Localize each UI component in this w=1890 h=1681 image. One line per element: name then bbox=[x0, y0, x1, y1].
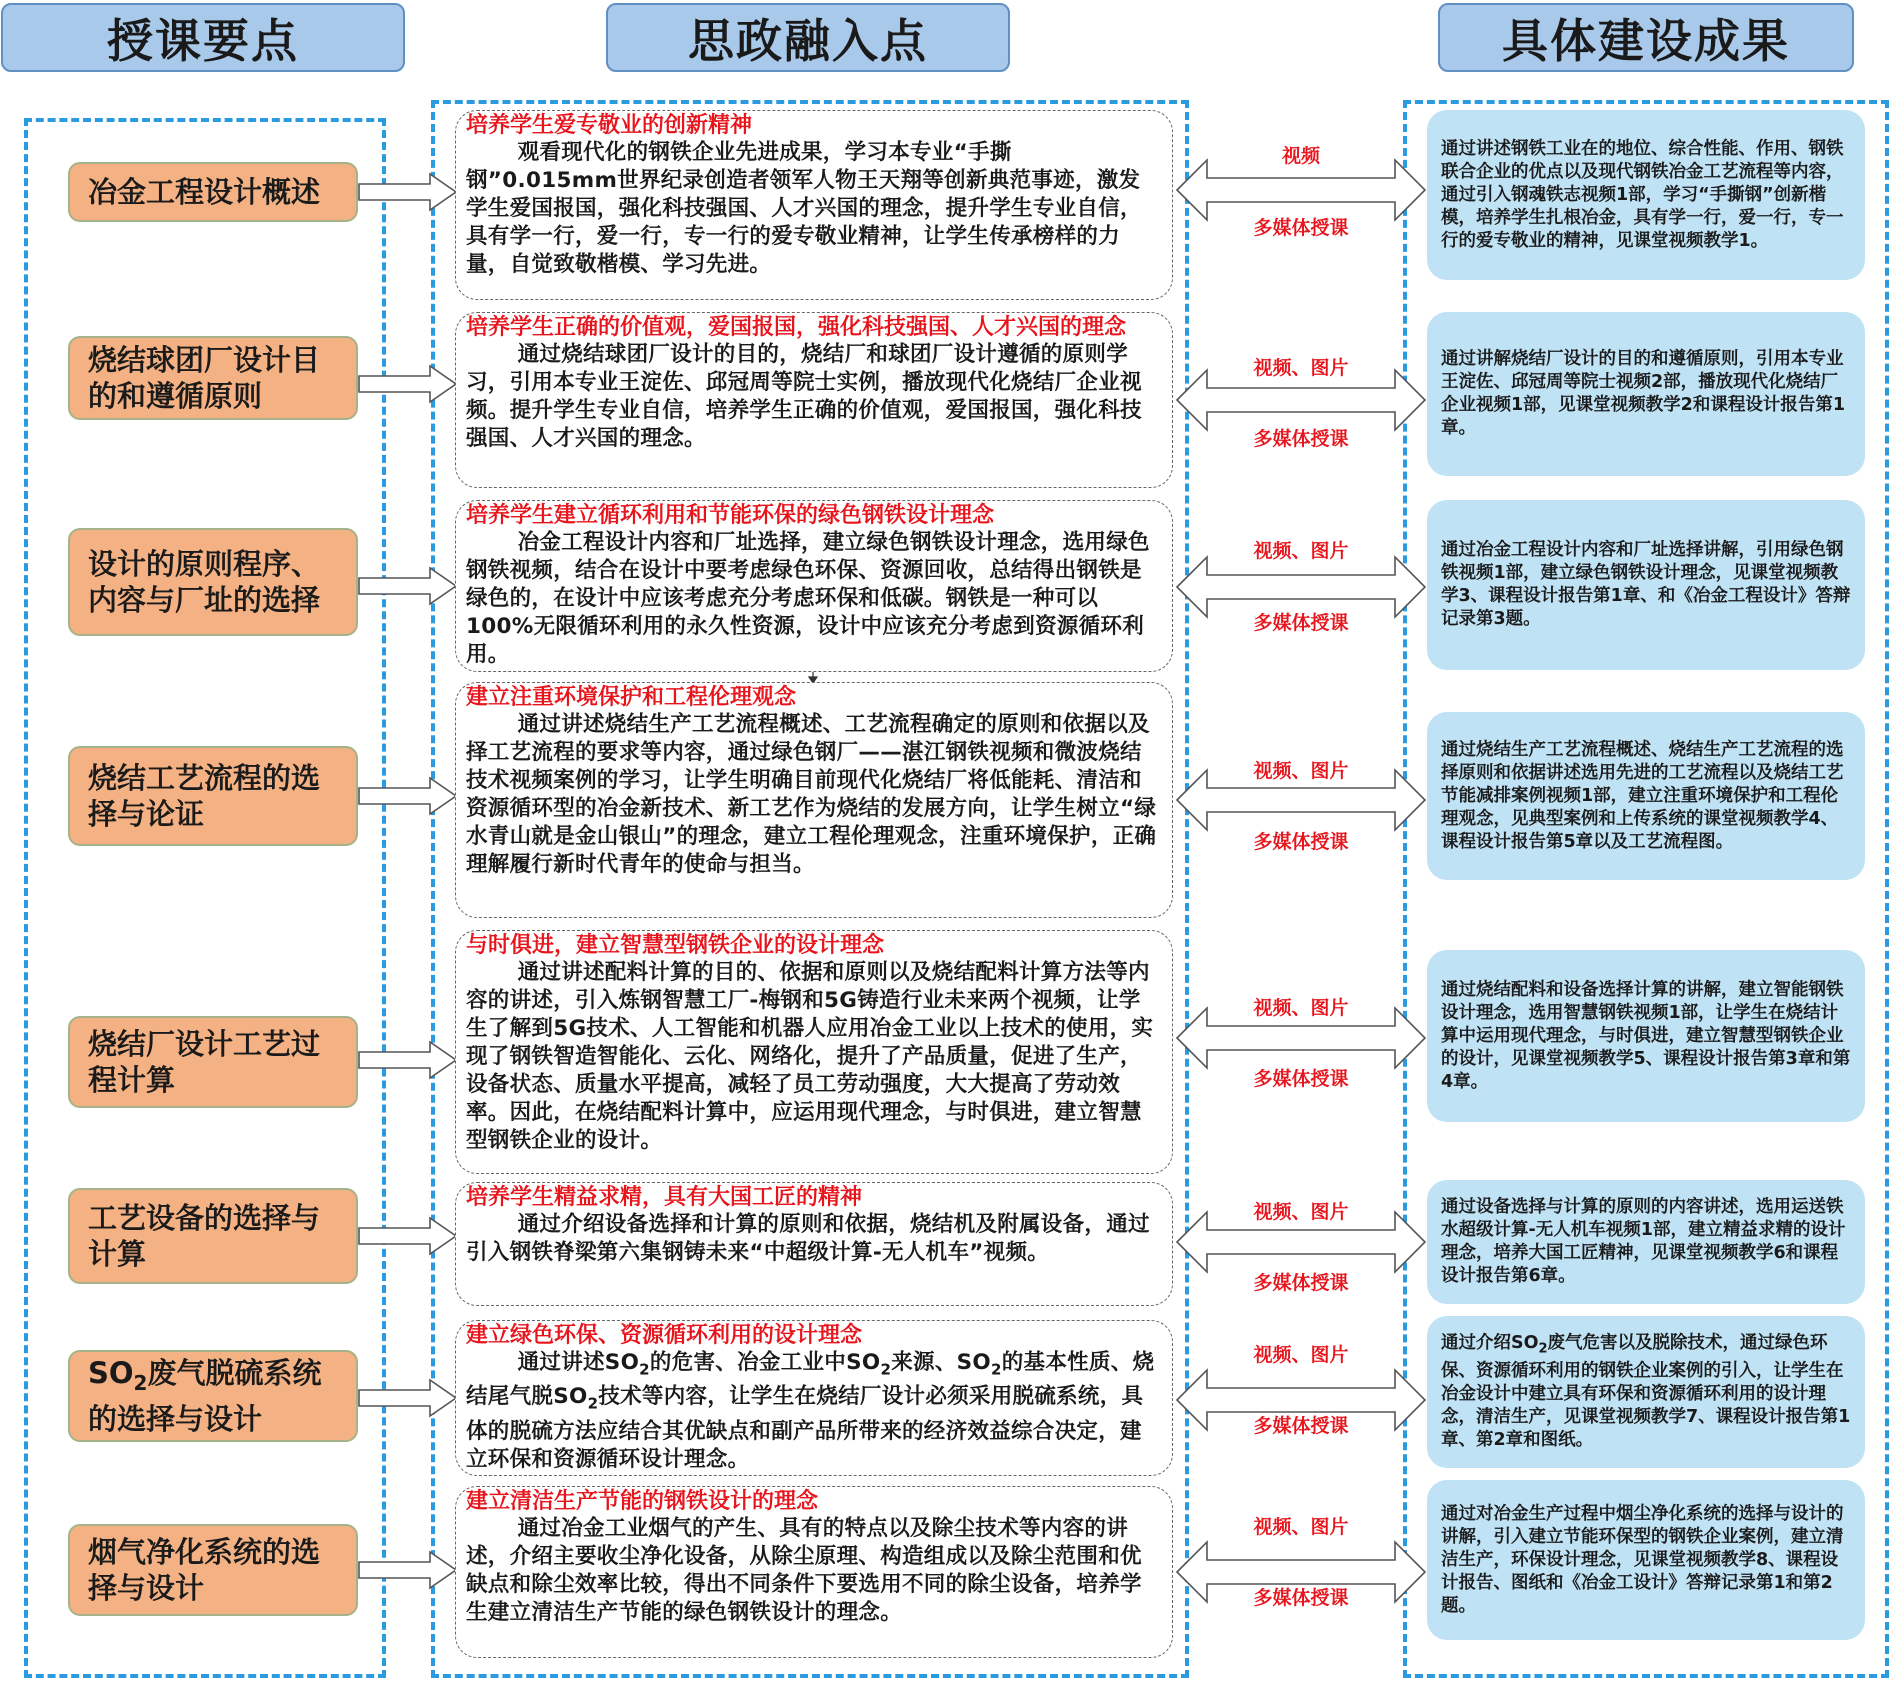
result-text: 通过冶金工程设计内容和厂址选择讲解，引用绿色钢铁视频1部，建立绿色钢铁设计理念，见课堂视频教学3、课程设计报告第1章、和《冶金工程设计》答辩记录第3题。 bbox=[1441, 540, 1851, 629]
topic-box bbox=[68, 1016, 358, 1108]
point-title: 培养学生正确的价值观，爱国报国，强化科技强国、人才兴国的理念 bbox=[466, 315, 1127, 340]
method-label-top: 视频、图片 bbox=[1253, 760, 1349, 782]
point-body: 冶金工程设计内容和厂址选择，建立绿色钢铁设计理念，选用绿色钢铁视频，结合在设计中要考虑绿色环保、资源回收，总结得出钢铁是绿色的，在设计中应该考虑充分考虑环保和低碳。钢铁是一种可以100%无限循环利用的永久性资源，设计中应该充分考虑到资源循环利用。 bbox=[466, 530, 1150, 667]
result-box bbox=[1427, 500, 1865, 670]
method-label-top: 视频、图片 bbox=[1253, 1516, 1349, 1538]
result-text: 通过讲述钢铁工业在的地位、综合性能、作用、钢铁联合企业的优点以及现代钢铁冶金工艺流程等内容，通过引入钢魂铁志视频1部，学习“手撕钢”创新楷模，培养学生扎根冶金，具有学一行，爱一行，专一行的爱专敬业的精神，见课堂视频教学1。 bbox=[1441, 138, 1844, 251]
point-title: 建立注重环境保护和工程伦理观念 bbox=[466, 685, 797, 710]
method-label-top: 视频 bbox=[1281, 145, 1320, 167]
method-label-top: 视频、图片 bbox=[1253, 1201, 1349, 1223]
topic-box bbox=[68, 746, 358, 846]
point-body: 通过讲述配料计算的目的、依据和原则以及烧结配料计算方法等内容的讲述，引入炼钢智慧工厂-梅钢和5G铸造行业未来两个视频，让学生了解到5G技术、人工智能和机器人应用冶金工业以上技术的使用，实现了钢铁智造智能化、云化、网络化，提升了产品质量，促进了生产，设备状态、质量水平提高，减轻了员工劳动强度，大大提高了劳动效率。因此，在烧结配料计算中，应运用现代理念，与时俱进，建立智慧型钢铁企业的设计。 bbox=[466, 960, 1154, 1153]
point-body: 观看现代化的钢铁企业先进成果，学习本专业“手撕钢”0.015mm世界纪录创造者领军人物王天翔等创新典范事迹，激发学生爱国报国，强化科技强国、人才兴国的理念，提升学生专业自信，具有学一行，爱一行，专一行的爱专敬业精神，让学生传承榜样的力量，自觉致敬楷模、学习先进。 bbox=[466, 140, 1142, 277]
method-label-top: 视频、图片 bbox=[1253, 1344, 1349, 1366]
topic-text: 冶金工程设计概述 bbox=[88, 175, 321, 209]
point-body: 通过介绍设备选择和计算的原则和依据，烧结机及附属设备，通过引入钢铁脊梁第六集钢铸未来“中超级计算-无人机车”视频。 bbox=[466, 1212, 1150, 1265]
ideological-point-box bbox=[455, 500, 1173, 672]
header-teaching-points: 授课要点 bbox=[1, 3, 405, 72]
method-label-bottom: 多媒体授课 bbox=[1253, 428, 1349, 450]
topic-text: $SO_2$废气脱硫系统的选择与设计 bbox=[88, 1356, 322, 1436]
method-label-top: 视频、图片 bbox=[1253, 357, 1349, 379]
ideological-point-box bbox=[455, 312, 1173, 488]
topic-text: 烧结厂设计工艺过程计算 bbox=[88, 1027, 321, 1097]
method-label-bottom: 多媒体授课 bbox=[1253, 1272, 1349, 1294]
result-text: 通过对冶金生产过程中烟尘净化系统的选择与设计的讲解，引入建立节能环保型的钢铁企业案例，建立清洁生产，环保设计理念，见课堂视频教学8、课程设计报告、图纸和《冶金工设计》答辩记录第1和第2题。 bbox=[1441, 1503, 1844, 1616]
header-ideological-points: 思政融入点 bbox=[606, 3, 1010, 72]
result-box bbox=[1427, 1480, 1865, 1640]
result-text: 通过设备选择与计算的原则的内容讲述，选用运送铁水超级计算-无人机车视频1部，建立精益求精的设计理念，培养大国工匠精神，见课堂视频教学6和课程设计报告第6章。 bbox=[1441, 1197, 1846, 1286]
topic-box bbox=[68, 528, 358, 636]
arrow-right-icon bbox=[358, 364, 458, 404]
topic-box bbox=[68, 1350, 358, 1442]
point-title: 建立绿色环保、资源循环利用的设计理念 bbox=[466, 1323, 863, 1348]
header-construction-results: 具体建设成果 bbox=[1438, 3, 1854, 72]
result-text: 通过讲解烧结厂设计的目的和遵循原则，引用本专业王淀佐、邱冠周等院士视频2部，播放现代化烧结厂企业视频1部，见课堂视频教学2和课程设计报告第1章。 bbox=[1441, 349, 1846, 438]
result-box bbox=[1427, 712, 1865, 880]
topic-box bbox=[68, 1188, 358, 1284]
ideological-point-box bbox=[455, 1182, 1173, 1306]
point-title: 培养学生建立循环利用和节能环保的绿色钢铁设计理念 bbox=[466, 503, 995, 528]
point-title: 建立清洁生产节能的钢铁设计的理念 bbox=[466, 1489, 819, 1514]
point-body: 通过烧结球团厂设计的目的，烧结厂和球团厂设计遵循的原则学习，引用本专业王淀佐、邱冠周等院士实例，播放现代化烧结厂企业视频。提升学生专业自信，培养学生正确的价值观，爱国报国，强化科技强国、人才兴国的理念。 bbox=[466, 342, 1142, 451]
point-title: 与时俱进，建立智慧型钢铁企业的设计理念 bbox=[466, 933, 885, 958]
arrow-right-icon bbox=[358, 776, 458, 816]
topic-text: 烟气净化系统的选择与设计 bbox=[88, 1535, 321, 1605]
arrow-right-icon bbox=[358, 1550, 458, 1590]
result-text: 通过烧结配料和设备选择计算的讲解，建立智能钢铁设计理念，选用智慧钢铁视频1部，让学生在烧结计算中运用现代理念，与时俱进，建立智慧型钢铁企业的设计，见课堂视频教学5、课程设计报告第3章和第4章。 bbox=[1441, 979, 1851, 1092]
topic-box bbox=[68, 162, 358, 222]
point-title: 培养学生爱专敬业的创新精神 bbox=[466, 113, 753, 138]
method-label-bottom: 多媒体授课 bbox=[1253, 612, 1349, 634]
topic-text: 烧结工艺流程的选择与论证 bbox=[88, 761, 321, 831]
topic-text: 烧结球团厂设计目的和遵循原则 bbox=[88, 343, 321, 413]
result-box bbox=[1427, 312, 1865, 476]
arrow-right-icon bbox=[358, 1216, 458, 1256]
ideological-point-box bbox=[455, 1486, 1173, 1658]
method-label-top: 视频、图片 bbox=[1253, 540, 1349, 562]
topic-box bbox=[68, 1524, 358, 1616]
topic-text: 设计的原则程序、内容与厂址的选择 bbox=[88, 547, 321, 617]
point-body: 通过讲述$SO_2$的危害、冶金工业中$SO_2$来源、$SO_2$的基本性质、烧结尾气脱$SO_2$技术等内容，让学生在烧结厂设计必须采用脱硫系统，具体的脱硫方法应结合其优缺点和副产品所带来的经济效益综合决定，建立环保和资源循环设计理念。 bbox=[466, 1350, 1155, 1472]
method-label-bottom: 多媒体授课 bbox=[1253, 1587, 1349, 1609]
arrow-right-icon bbox=[358, 566, 458, 606]
result-box bbox=[1427, 1180, 1865, 1304]
ideological-point-box bbox=[455, 110, 1173, 300]
ideological-point-box bbox=[455, 682, 1173, 918]
arrow-right-icon bbox=[358, 1378, 458, 1418]
result-text: 通过介绍$SO_2$废气危害以及脱除技术，通过绿色环保、资源循环利用的钢铁企业案例的引入，让学生在冶金设计中建立具有环保和资源循环利用的设计理念，清洁生产，见课堂视频教学7、课程设计报告第1章、第2章和图纸。 bbox=[1441, 1332, 1851, 1451]
method-label-bottom: 多媒体授课 bbox=[1253, 217, 1349, 239]
result-box bbox=[1427, 110, 1865, 280]
point-body: 通过讲述烧结生产工艺流程概述、工艺流程确定的原则和依据以及择工艺流程的要求等内容，通过绿色钢厂——湛江钢铁视频和微波烧结技术视频案例的学习，让学生明确目前现代化烧结厂将低能耗、清洁和资源循环型的冶金新技术、新工艺作为烧结的发展方向，让学生树立“绿水青山就是金山银山”的理念，建立工程伦理观念，注重环境保护，正确理解履行新时代青年的使命与担当。 bbox=[466, 712, 1157, 877]
arrow-right-icon bbox=[358, 1040, 458, 1080]
method-label-bottom: 多媒体授课 bbox=[1253, 1068, 1349, 1090]
result-box bbox=[1427, 1316, 1865, 1468]
point-title: 培养学生精益求精，具有大国工匠的精神 bbox=[466, 1185, 863, 1210]
method-label-top: 视频、图片 bbox=[1253, 997, 1349, 1019]
arrow-right-icon bbox=[358, 172, 458, 212]
ideological-point-box bbox=[455, 930, 1173, 1174]
topic-text: 工艺设备的选择与计算 bbox=[88, 1201, 321, 1271]
result-box bbox=[1427, 950, 1865, 1122]
point-body: 通过冶金工业烟气的产生、具有的特点以及除尘技术等内容的讲述，介绍主要收尘净化设备，从除尘原理、构造组成以及除尘范围和优缺点和除尘效率比较，得出不同条件下要选用不同的除尘设备，培养学生建立清洁生产节能的绿色钢铁设计的理念。 bbox=[466, 1516, 1142, 1625]
method-label-bottom: 多媒体授课 bbox=[1253, 831, 1349, 853]
ideological-point-box bbox=[455, 1320, 1173, 1476]
result-text: 通过烧结生产工艺流程概述、烧结生产工艺流程的选择原则和依据讲述选用先进的工艺流程以及烧结工艺节能减排案例视频1部，建立注重环境保护和工程伦理观念，见典型案例和上传系统的课堂视频教学4、课程设计报告第5章以及工艺流程图。 bbox=[1441, 739, 1844, 852]
topic-box bbox=[68, 336, 358, 420]
method-label-bottom: 多媒体授课 bbox=[1253, 1415, 1349, 1437]
